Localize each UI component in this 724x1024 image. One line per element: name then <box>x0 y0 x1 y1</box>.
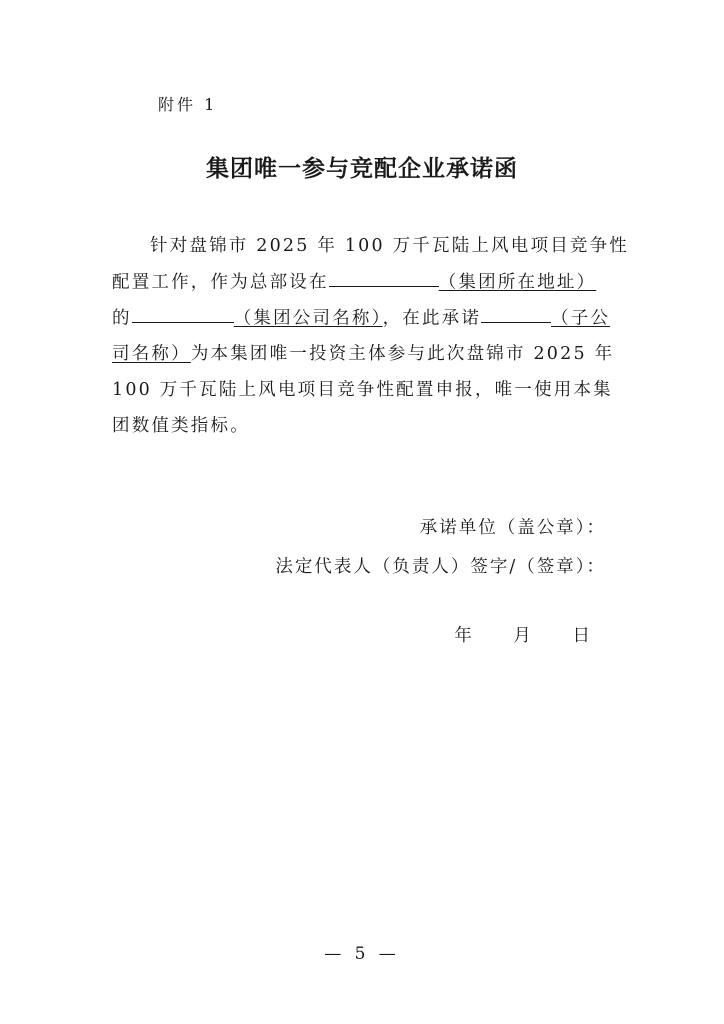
body-line-2 <box>112 268 596 293</box>
legal-representative-label: 法定代表人（负责人）签字/（签章）： <box>275 557 606 577</box>
body-line-4-rest: 为本集团唯一投资主体参与此次盘锦市 2025 年 <box>190 344 615 364</box>
group-address-blank <box>329 268 439 287</box>
subsidiary-name-hint-1: （子公 <box>551 308 611 329</box>
date-label: 年 月 日 <box>454 626 608 646</box>
group-name-blank <box>132 304 234 323</box>
page-number: — 5 — <box>324 944 400 964</box>
body-line-4 <box>112 340 614 365</box>
subsidiary-name-hint-2: 司名称） <box>112 344 191 364</box>
group-address-hint: （集团所在地址） <box>438 272 597 293</box>
body-line-3 <box>112 304 610 329</box>
body-line-2-prefix: 配置工作，作为总部设在 <box>112 272 329 293</box>
body-line-3-middle: ，在此承诺 <box>382 308 482 329</box>
attachment-label: 附件 1 <box>158 95 218 114</box>
body-line-3-prefix: 的 <box>112 308 132 329</box>
group-name-hint: （集团公司名称） <box>233 308 383 329</box>
document-title: 集团唯一参与竞配企业承诺函 <box>206 155 518 182</box>
body-line-5: 100 万千瓦陆上风电项目竞争性配置申报，唯一使用本集 <box>112 380 613 400</box>
subsidiary-name-blank <box>481 304 551 323</box>
body-line-1: 针对盘锦市 2025 年 100 万千瓦陆上风电项目竞争性 <box>150 236 629 256</box>
committing-unit-label: 承诺单位（盖公章）： <box>419 518 606 538</box>
body-line-6: 团数值类指标。 <box>112 416 250 436</box>
